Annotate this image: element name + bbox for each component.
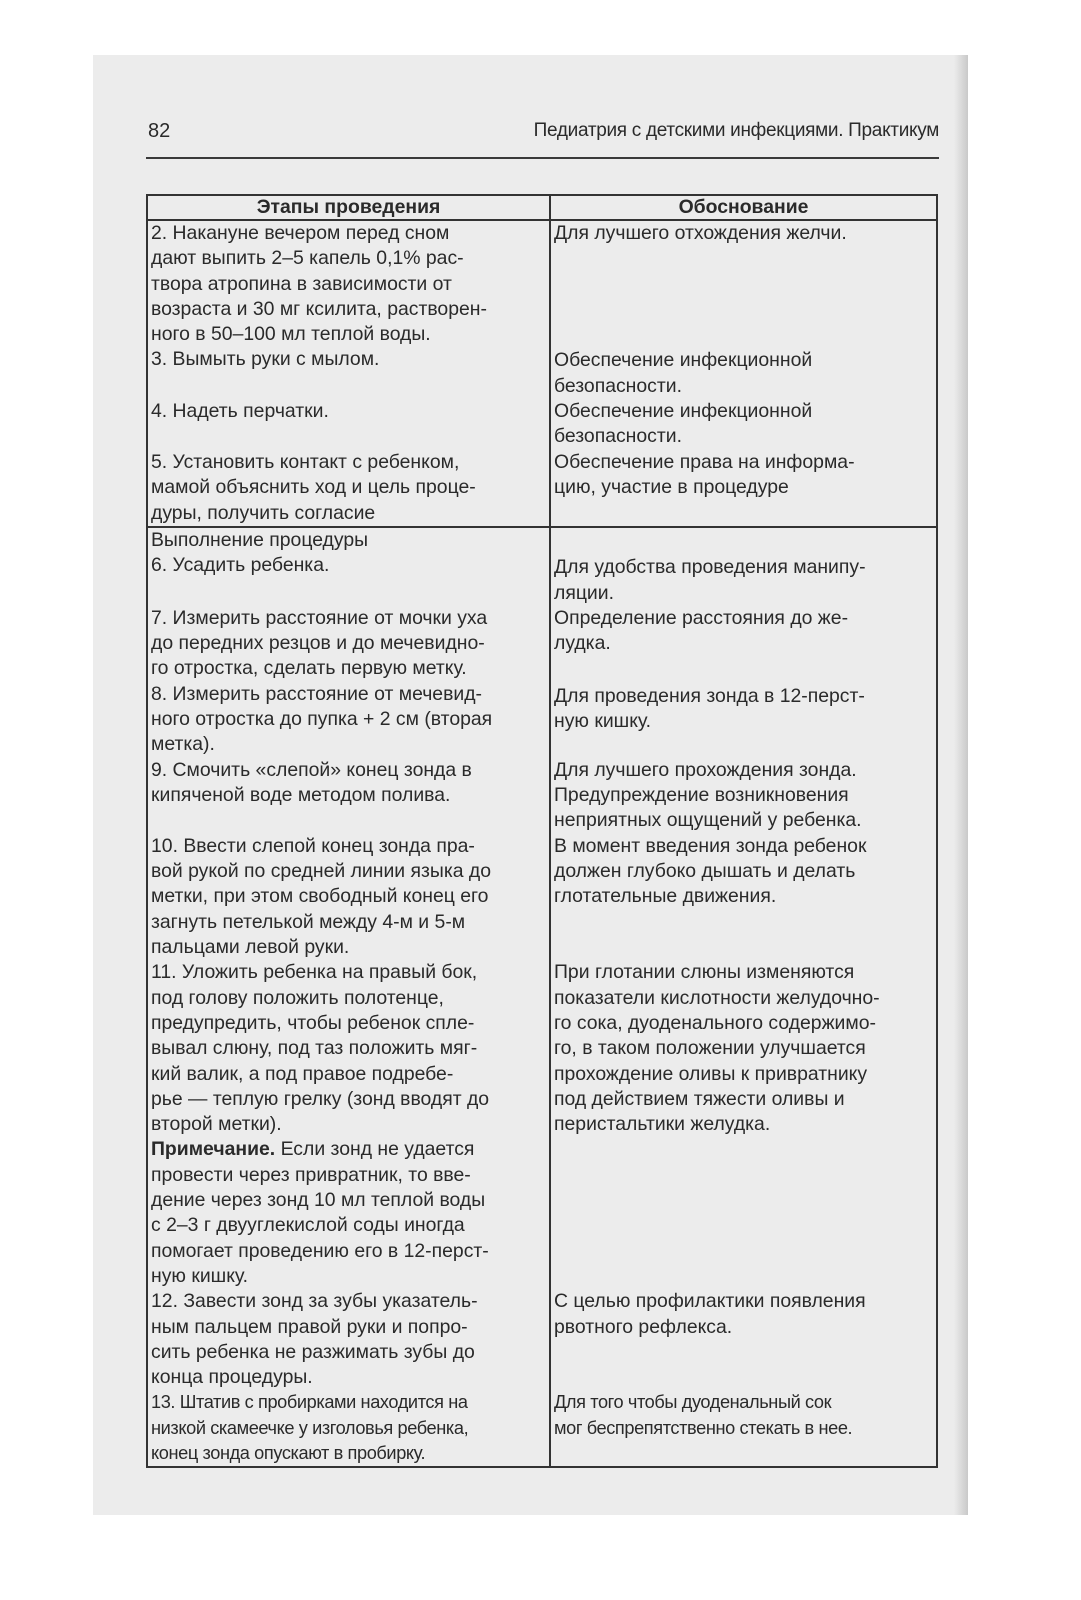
table-row xyxy=(147,1390,937,1467)
table-row xyxy=(147,606,937,682)
reason-cell: С целью профилактики появления рвотного рефлекса. xyxy=(550,1289,937,1390)
table-row xyxy=(147,553,937,606)
reason-cell: При глотании слюны изменяются показатели кислотности желудочно- го сока, дуоденального содержимо- го, в таком положении улучшается прохождение оливы к привратнику под действием тяжести оливы и перистальтики желудка. xyxy=(550,960,937,1289)
reason-cell: Для удобства проведения манипу- ляции. xyxy=(550,553,937,606)
stage-cell: 4. Надеть перчатки. xyxy=(147,399,550,450)
note-text: Если зонд не удается провести через привратник, то вве- дение через зонд 10 мл теплой воды с 2–3 г двууглекислой соды иногда помогает проведению его в 12-перст- ную кишку. xyxy=(151,1138,489,1287)
table-row xyxy=(147,682,937,758)
column-header-rationale: Обоснование xyxy=(550,195,937,220)
table-row xyxy=(147,758,937,834)
table-row xyxy=(147,960,937,1289)
column-header-stages: Этапы проведения xyxy=(147,195,550,220)
reason-cell: Обеспечение инфекционной безопасности. xyxy=(550,399,937,450)
reason-cell: Для того чтобы дуоденальный сок мог беспрепятственно стекать в нее. xyxy=(550,1390,937,1467)
table-header-row xyxy=(147,195,937,220)
table-row xyxy=(147,220,937,347)
stage-cell: 6. Усадить ребенка. xyxy=(147,553,550,606)
reason-cell: Обеспечение права на информа- цию, участие в процедуре xyxy=(550,450,937,527)
stage-cell: 13. Штатив с пробирками находится на низкой скамеечке у изголовья ребенка, конец зонда опускают в пробирку. xyxy=(147,1390,550,1467)
page-header xyxy=(146,119,939,159)
table-row xyxy=(147,450,937,527)
table-row xyxy=(147,1289,937,1390)
procedure-table xyxy=(146,194,938,1468)
reason-cell: Определение расстояния до же- лудка. xyxy=(550,606,937,682)
stage-cell xyxy=(147,960,550,1289)
reason-cell: В момент введения зонда ребенок должен глубоко дышать и делать глотательные движения. xyxy=(550,834,937,960)
stage-cell: 12. Завести зонд за зубы указатель- ным пальцем правой руки и попро- сить ребенка не разжимать зубы до конца процедуры. xyxy=(147,1289,550,1390)
note-paragraph xyxy=(151,1137,546,1289)
page-number: 82 xyxy=(148,120,171,142)
running-title: Педиатрия с детскими инфекциями. Практикум xyxy=(533,120,939,141)
stage-cell: 10. Ввести слепой конец зонда пра- вой рукой по средней линии языка до метки, при этом свободный конец его загнуть петелькой между 4-м и 5-м пальцами левой руки. xyxy=(147,834,550,960)
table-row xyxy=(147,834,937,960)
reason-cell: Для лучшего прохождения зонда. Предупреждение возникновения неприятных ощущений у ребенка. xyxy=(550,758,937,834)
section-title-row xyxy=(147,527,937,553)
note-label: Примечание. xyxy=(151,1138,276,1161)
stage-cell: 7. Измерить расстояние от мочки уха до передних резцов и до мечевидно- го отростка, сделать первую метку. xyxy=(147,606,550,682)
reason-cell: Для проведения зонда в 12-перст- ную кишку. xyxy=(550,682,937,758)
stage-cell: 5. Установить контакт с ребенком, мамой объяснить ход и цель проце- дуры, получить согласие xyxy=(147,450,550,527)
empty-cell xyxy=(550,527,937,553)
stage-cell: 9. Смочить «слепой» конец зонда в кипяченой воде методом полива. xyxy=(147,758,550,834)
page-edge-shadow xyxy=(954,55,968,1515)
stage-cell: 3. Вымыть руки с мылом. xyxy=(147,347,550,399)
reason-cell: Для лучшего отхождения желчи. xyxy=(550,220,937,347)
stage-cell: 2. Накануне вечером перед сном дают выпить 2–5 капель 0,1% рас- твора атропина в зависимости от возраста и 30 мг ксилита, растворен- ного в 50–100 мл теплой воды. xyxy=(147,220,550,347)
stage-cell: 8. Измерить расстояние от мечевид- ного отростка до пупка + 2 см (вторая метка). xyxy=(147,682,550,758)
stage-text: 11. Уложить ребенка на правый бок, под голову положить полотенце, предупредить, чтобы ребенок спле- вывал слюну, под таз положить мяг- кий валик, а под правое подребе- рье — теплую грелку (зонд вводят до второй метки). xyxy=(151,961,490,1136)
table-row xyxy=(147,347,937,399)
section-title: Выполнение процедуры xyxy=(147,527,550,553)
reason-cell: Обеспечение инфекционной безопасности. xyxy=(550,347,937,399)
table-row xyxy=(147,399,937,450)
